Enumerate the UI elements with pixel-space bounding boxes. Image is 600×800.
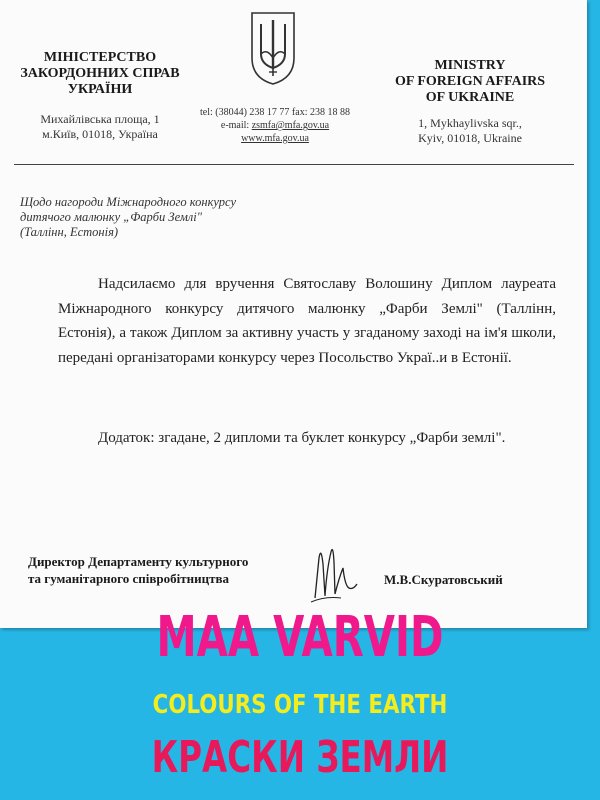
signatory-name: М.В.Скуратовський [384,572,503,587]
ministry-name-ua-line: УКРАЇНИ [67,82,133,97]
ministry-name-ua-line: ЗАКОРДОННИХ СПРАВ [20,66,180,81]
body-paragraph: Надсилаємо для вручення Святославу Волошину Диплом лауреата Міжнародного конкурсу дитячого малюнку „Фарби Землі" (Таллінн, Естонія), а також Диплом за активну участь у згаданому заході на ім'я школи, передані організаторами конкурсу через Посольство Украї..и в Естонії. [58,276,556,366]
coat-of-arms-icon [249,10,297,86]
contacts-block [170,106,380,145]
header-divider [14,164,574,165]
website-link[interactable]: www.mfa.gov.ua [241,133,309,144]
ministry-name-ua [20,50,180,98]
attachment-line: Додаток: згадане, 2 дипломи та буклет конкурсу „Фарби землі". [98,430,506,446]
email-line [170,119,380,132]
email-prefix: e-mail: [220,120,252,131]
subject-line: (Таллінн, Естонія) [20,225,119,239]
signatory-title-line: та гуманітарного співробітництва [28,571,229,586]
ministry-name-ua-line: МІНІСТЕРСТВО [43,50,157,65]
poster-title-et: MAA VARVID [156,605,444,670]
ministry-name-en-line: MINISTRY [434,58,506,73]
phone-fax: tel: (38044) 238 17 77 fax: 238 18 88 [200,107,350,118]
poster-title-en: COLOURS OF THE EARTH [152,690,448,720]
address-ua-line: м.Київ, 01018, Україна [42,127,158,141]
handwritten-signature [305,538,365,608]
email-link[interactable]: zsmfa@mfa.gov.ua [251,120,330,131]
subject-line: Щодо нагороди Міжнародного конкурсу [20,195,237,209]
subject-line: дитячого малюнку „Фарби Землі" [20,210,202,224]
signatory-title [28,553,318,587]
ministry-name-en-line: OF FOREIGN AFFAIRS [394,74,546,89]
address-ua-line: Михайлівська площа, 1 [40,112,160,126]
subject-block [20,195,320,240]
address-en [370,116,570,146]
ministry-name-en-line: OF UKRAINE [425,90,515,105]
address-en-line: 1, Mykhaylivska sqr., [418,116,522,130]
address-en-line: Kyiv, 01018, Ukraine [418,131,522,145]
poster-title-ru: КРАСКИ ЗЕМЛИ [151,732,449,783]
ministry-name-en [370,58,570,106]
signatory-title-line: Директор Департаменту культурного [28,554,249,569]
address-ua [20,112,180,142]
